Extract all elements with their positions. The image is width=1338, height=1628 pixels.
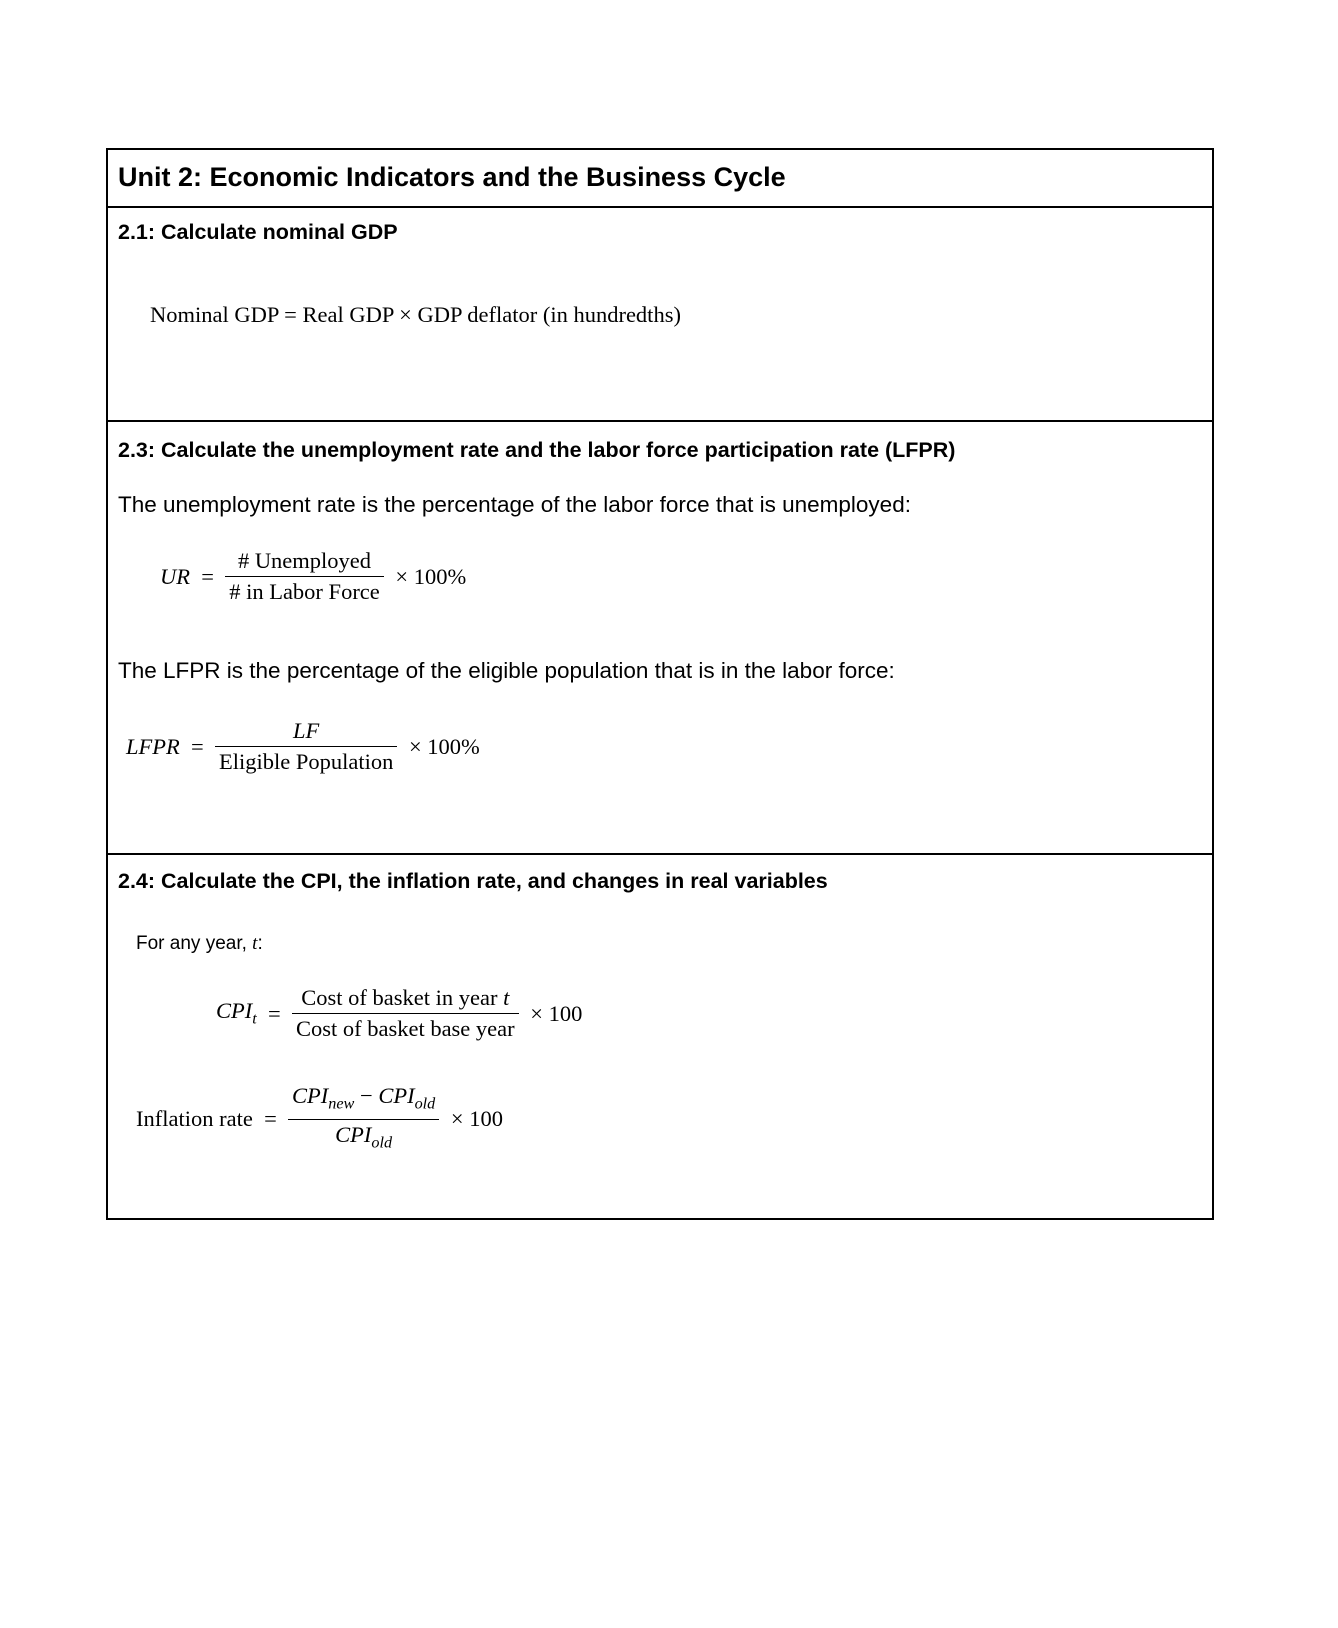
inflation-denominator (288, 1120, 439, 1158)
inflation-den-cpi: CPI (335, 1121, 372, 1147)
inflation-cpi-new-sub: new (328, 1094, 355, 1113)
cpi-lhs-sub: t (252, 1009, 257, 1028)
cpi-numerator (292, 983, 519, 1014)
inflation-formula: Inflation rate = $\frac{CPI_{new} - CPI_{old}}{CPI_{old}}$ × 100 (136, 1081, 503, 1157)
cpi-intro-colon: : (257, 933, 263, 954)
cpi-numerator-var: t (503, 985, 510, 1010)
cpi-lhs (216, 998, 257, 1029)
ur-numerator: # Unemployed (225, 546, 384, 577)
cpi-intro-var: t (252, 933, 258, 954)
cpi-multiplier: × 100 (530, 1000, 583, 1026)
cpi-numerator-text: Cost of basket in year (301, 985, 504, 1010)
nominal-gdp-formula: Nominal GDP = Real GDP × GDP deflator (in hundredths) (150, 302, 681, 327)
inflation-numerator (288, 1081, 439, 1120)
ur-description: The unemployment rate is the percentage of the labor force that is unemployed: (118, 492, 911, 517)
cpi-denominator: Cost of basket base year (295, 1016, 515, 1041)
cpi-lhs-text: CPI (216, 998, 253, 1024)
cpi-formula: $CPI_t$ = $\frac{\text{Cost of basket in year t}}{\text{Cost of basket base year}}$ × 100 (216, 983, 582, 1044)
lfpr-fraction (215, 716, 397, 777)
lfpr-numerator: LF (215, 716, 397, 747)
inflation-minus: − (359, 1083, 373, 1108)
ur-denominator: # in Labor Force (229, 579, 380, 604)
inflation-den-sub: old (371, 1133, 393, 1151)
lfpr-lhs: LFPR (126, 733, 180, 759)
section-2-1-title: 2.1: Calculate nominal GDP (118, 220, 398, 244)
section-2-3 (108, 420, 1212, 853)
cpi-fraction (292, 983, 519, 1044)
section-2-4-title: 2.4: Calculate the CPI, the inflation rate, and changes in real variables (118, 869, 828, 893)
lfpr-multiplier: × 100% (408, 733, 480, 759)
lfpr-description: The LFPR is the percentage of the eligible population that is in the labor force: (118, 658, 895, 683)
inflation-cpi-new: CPI (292, 1083, 329, 1108)
ur-multiplier: × 100% (395, 563, 467, 589)
inflation-lhs: Inflation rate (136, 1106, 253, 1131)
inflation-multiplier: × 100 (450, 1106, 503, 1131)
inflation-fraction (288, 1081, 439, 1157)
ur-lhs: UR (160, 563, 190, 589)
unit-table (106, 148, 1214, 1220)
ur-fraction (225, 546, 384, 607)
cpi-intro (136, 933, 263, 955)
section-2-1 (108, 206, 1212, 420)
ur-formula: UR = $\frac{\text{\# Unemployed}}{\text{\# in Labor Force}}$ × 100% (160, 546, 466, 607)
unit-title: Unit 2: Economic Indicators and the Business Cycle (118, 162, 786, 192)
lfpr-formula: LFPR = $\frac{LF}{\text{Eligible Population}}$ × 100% (126, 716, 480, 777)
cpi-intro-text: For any year, (136, 933, 253, 954)
inflation-cpi-old-sub: old (414, 1094, 436, 1113)
lfpr-denominator: Eligible Population (218, 749, 394, 774)
inflation-cpi-old: CPI (378, 1083, 415, 1108)
section-2-3-title: 2.3: Calculate the unemployment rate and the labor force participation rate (LFPR) (118, 438, 956, 462)
section-2-4 (108, 853, 1212, 1218)
